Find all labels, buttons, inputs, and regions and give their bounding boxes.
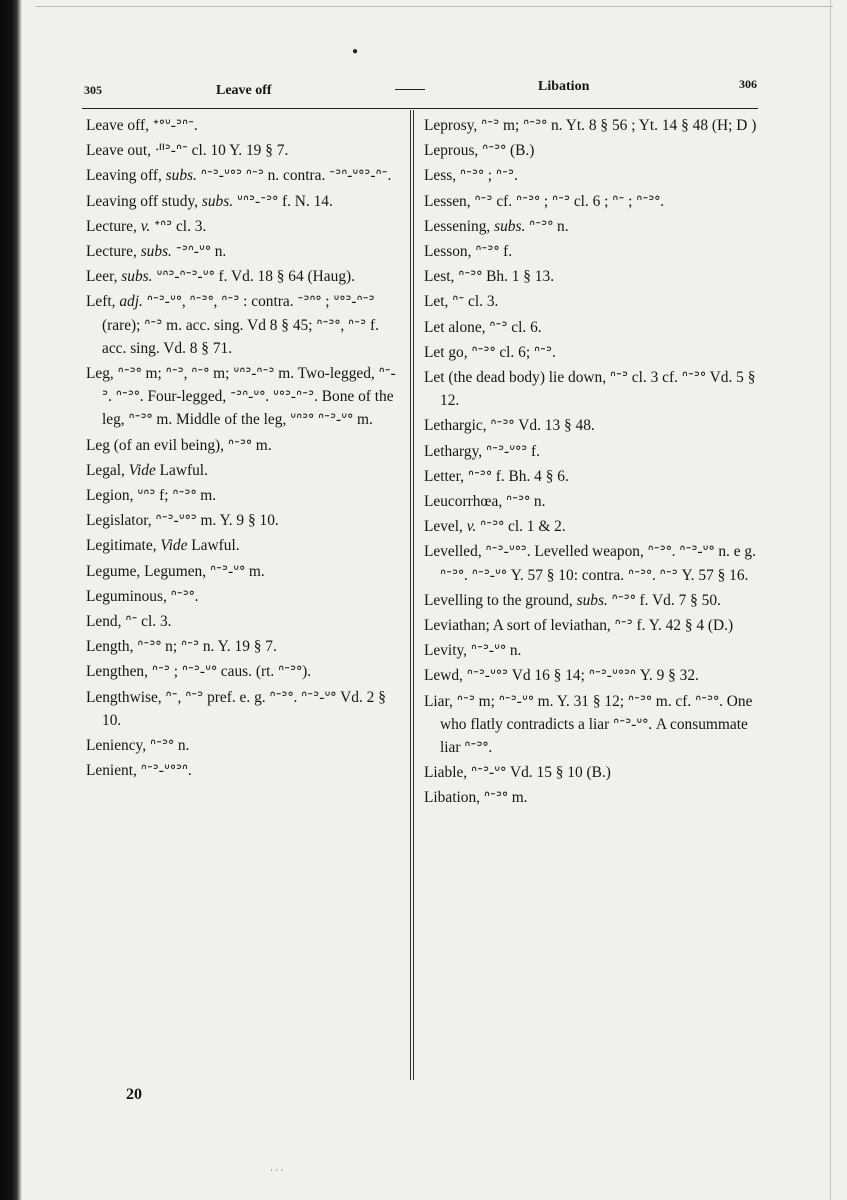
entry-definition: ᐢᐨᐣ-ᐡᐤ, ᐢᐨᐣᐤ, ᐢᐨᐣ : contra. ᐨᐣᐢᐤ ; ᐡᐤᐣ-ᐢᐨᐣ (rare); ᐢᐨᐣ m. acc. sing. Vd 8 § 45; ᐢᐨᐣᐤ, ᐢᐨᐣ f. acc. sing. Vd. 8 § 71. — [102, 293, 379, 357]
dictionary-entry — [86, 759, 402, 782]
dictionary-entry — [424, 440, 758, 463]
entry-headword: Lecture, — [86, 217, 141, 235]
ink-mark: ● — [352, 46, 359, 57]
entry-headword: Leprous, — [424, 142, 483, 160]
entry-headword: Leave off, — [86, 117, 153, 134]
dictionary-entry — [424, 761, 758, 784]
entry-definition: ᐢᐨᐣᐤ n; ᐢᐨᐣ n. Y. 19 § 7. — [137, 638, 277, 656]
entry-headword: Levity, — [424, 642, 471, 660]
dictionary-entry — [424, 139, 758, 162]
dictionary-entry — [86, 164, 402, 187]
entry-definition: ᐢᐨᐣᐤ m. — [227, 436, 272, 454]
entry-headword: Legislator, — [86, 512, 156, 530]
entry-definition: ᐢᐨᐣ cf. ᐢᐨᐣᐤ ; ᐢᐨᐣ cl. 6 ; ᐢᐨ ; ᐢᐨᐣᐤ. — [474, 192, 665, 210]
header-dash — [395, 89, 425, 90]
dictionary-entry — [86, 362, 402, 432]
entry-grammar-label: subs. — [165, 167, 197, 185]
entry-headword: Levelled, — [424, 543, 486, 561]
entry-definition: ᐢᐨᐣᐤ m; ᐢᐨᐣ, ᐢᐨᐤ m; ᐡᐢᐣ-ᐢᐨᐣ m. Two-legged, ᐢᐨ-ᐣ. ᐢᐨᐣᐤ. Four-legged, ᐨᐣᐢ-ᐡᐤ. ᐡᐤᐣ-ᐢᐨᐣ. Bone of the leg, ᐢᐨᐣᐤ m. Middle of the leg, ᐡᐢᐣᐤ ᐢᐨᐣ-ᐡᐤ m. — [102, 365, 396, 429]
entry-definition: ᐢᐨᐣ m; ᐢᐨᐣ-ᐡᐤ m. Y. 31 § 12; ᐢᐨᐣᐤ m. cf. ᐢᐨᐣᐤ. One who flatly contradicts a liar ᐢᐨᐣ-ᐡᐤ. A consummate liar ᐢᐨᐣᐤ. — [440, 692, 753, 757]
dictionary-entry — [424, 190, 758, 213]
dictionary-entry — [86, 459, 402, 482]
dictionary-entry — [424, 515, 758, 538]
dictionary-entry — [424, 589, 758, 612]
entry-headword: Less, — [424, 167, 460, 185]
entry-definition: ᐢᐨᐣᐤ ; ᐢᐨᐣ. — [459, 167, 518, 185]
dictionary-entry — [424, 341, 758, 364]
dictionary-entry — [424, 664, 758, 687]
dictionary-entry — [424, 465, 758, 488]
entry-headword: Leniency, — [86, 737, 150, 755]
running-head-left: Leave off — [216, 83, 272, 98]
dictionary-entry — [86, 434, 402, 457]
entry-definition: ᐢᐨᐣᐤ n. — [506, 493, 546, 511]
entry-headword: Lend, — [86, 613, 126, 631]
dictionary-entry — [424, 215, 758, 238]
entry-definition: ᐢᐨᐣ f. Y. 42 § 4 (D.) — [614, 617, 734, 635]
dictionary-entry — [86, 215, 402, 238]
dictionary-entry — [86, 265, 402, 288]
dictionary-entry — [424, 639, 758, 662]
dictionary-entry — [86, 509, 402, 532]
entry-definition: ᐢᐨᐣᐤ f. Vd. 7 § 50. — [607, 591, 721, 609]
entry-definition: ᐢᐨᐣ ; ᐢᐨᐣ-ᐡᐤ caus. (rt. ᐢᐨᐣᐤ). — [151, 663, 312, 681]
scan-top-edge — [36, 6, 833, 7]
entry-headword: Leucorrhœa, — [424, 493, 507, 511]
entry-headword: Let go, — [424, 343, 472, 361]
dictionary-entry — [86, 734, 402, 757]
entry-headword: Leguminous, — [86, 587, 171, 605]
entry-definition: ᐢᐨᐣᐤ Bh. 1 § 13. — [458, 268, 555, 286]
dictionary-entry — [86, 686, 402, 732]
entry-grammar-label: Vide — [160, 537, 188, 555]
entry-definition: ᐢᐨ, ᐢᐨᐣ pref. e. g. ᐢᐨᐣᐤ. ᐢᐨᐣ-ᐡᐤ Vd. 2 § 10. — [102, 688, 386, 729]
entry-headword: Let (the dead body) lie down, — [424, 369, 610, 387]
entry-definition: ᐢᐨᐣᐤ cl. 6; ᐢᐨᐣ. — [471, 343, 556, 361]
scan-right-edge — [830, 0, 831, 1200]
entry-headword: Liable, — [424, 764, 472, 782]
entry-headword: Leaving off, — [86, 167, 166, 185]
entry-headword: Letter, — [424, 467, 468, 485]
running-head-right: Libation — [538, 79, 590, 94]
entry-grammar-label: subs. — [201, 192, 234, 210]
dictionary-entry — [424, 490, 758, 513]
dictionary-entry — [424, 414, 758, 437]
entry-definition: ᐢᐨᐣᐤ n. — [525, 217, 569, 235]
dictionary-entry — [86, 585, 402, 608]
dictionary-entry — [86, 560, 402, 583]
dictionary-entry — [86, 610, 402, 633]
entry-headword: Legal, — [86, 461, 129, 479]
entry-definition: ᐢᐨᐣᐤ cl. 1 & 2. — [476, 518, 566, 536]
dictionary-entry — [86, 114, 402, 137]
entry-headword: Lesson, — [424, 243, 476, 261]
dictionary-entry — [86, 484, 402, 507]
entry-headword: Legion, — [86, 487, 138, 505]
entry-definition: ᐡᐢᐣ-ᐨᐣᐤ f. N. 14. — [233, 192, 333, 210]
entry-headword: Lecture, — [86, 243, 141, 261]
dictionary-entry — [424, 316, 758, 339]
entry-definition: ᐢᐨᐣᐤ Vd. 13 § 48. — [490, 417, 595, 435]
entry-definition: ᐢᐨᐣ-ᐡᐤᐣ. Levelled weapon, ᐢᐨᐣᐤ. ᐢᐨᐣ-ᐡᐤ n. e g. ᐢᐨᐣᐤ. ᐢᐨᐣ-ᐡᐤ Y. 57 § 10: contra. ᐢᐨᐣᐤ. ᐢᐨᐣ Y. 57 § 16. — [440, 543, 756, 584]
entry-headword: Length, — [86, 638, 138, 656]
entry-headword: Let alone, — [424, 318, 490, 336]
entry-definition: ᐢᐨᐣ-ᐡᐤ Vd. 15 § 10 (B.) — [471, 764, 611, 782]
entry-headword: Level, — [424, 518, 467, 536]
entry-definition: ᐢᐨᐣᐤ f. Bh. 4 § 6. — [467, 467, 569, 485]
entry-definition: ᐡᐢᐣ f; ᐢᐨᐣᐤ m. — [137, 487, 217, 505]
entry-headword: Lengthwise, — [86, 688, 166, 706]
entry-headword: Leg (of an evil being), — [86, 436, 228, 454]
page-number-left: 305 — [84, 83, 102, 97]
entry-grammar-label: subs. — [576, 591, 608, 609]
dictionary-entry — [86, 534, 402, 557]
entry-definition: ᐧᐦᐣ-ᐢᐨ cl. 10 Y. 19 § 7. — [154, 142, 289, 160]
dictionary-entry — [424, 786, 758, 809]
entry-definition: ᐢᐨᐣ-ᐡᐤᐣ f. — [485, 442, 540, 460]
entry-definition: ᐢᐨᐣ-ᐡᐤᐣ m. Y. 9 § 10. — [155, 512, 279, 530]
entry-definition: ᐢᐨᐣ cl. 3 cf. ᐢᐨᐣᐤ Vd. 5 § 12. — [440, 369, 756, 410]
entry-headword: Lessening, — [424, 217, 495, 235]
entry-definition: ᐢᐨᐣᐤ f. — [475, 243, 513, 261]
column-rule — [413, 110, 414, 1080]
dictionary-entry — [86, 660, 402, 683]
dictionary-entry — [424, 265, 758, 288]
signature-mark: 20 — [126, 1086, 142, 1103]
header-rule — [82, 108, 758, 109]
dictionary-entry — [86, 635, 402, 658]
page-number-right: 306 — [739, 77, 757, 91]
entry-headword: Lethargic, — [424, 417, 491, 435]
entry-definition: ᐢᐨᐣ-ᐡᐤᐣ Vd 16 § 14; ᐢᐨᐣ-ᐡᐤᐣᐢ Y. 9 § 32. — [466, 667, 699, 685]
entry-headword: Lewd, — [424, 667, 467, 685]
entry-definition: ᐢᐨᐣ-ᐡᐤ n. — [470, 642, 522, 660]
dictionary-entry — [424, 114, 758, 137]
entry-definition: ᐢᐨᐣᐤ. — [170, 587, 199, 605]
entry-headword: Levelling to the ground, — [424, 591, 577, 609]
entry-headword: Leviathan; A sort of leviathan, — [424, 617, 615, 635]
entry-definition: ᐢᐨᐣ-ᐡᐤᐣ ᐢᐨᐣ n. contra. ᐨᐣᐢ-ᐡᐤᐣ-ᐢᐨ. — [196, 167, 392, 185]
dictionary-entry — [424, 540, 758, 586]
dictionary-entry — [424, 164, 758, 187]
dictionary-entry — [424, 366, 758, 412]
dictionary-entry — [86, 139, 402, 162]
entry-grammar-label: v. — [466, 518, 477, 536]
entry-grammar-label: subs. — [121, 268, 153, 286]
dictionary-entry — [86, 240, 402, 263]
entry-grammar-label: subs. — [140, 243, 172, 261]
entry-headword: Legume, Legumen, — [86, 562, 210, 580]
entry-definition: ᐩᐢᐣ cl. 3. — [150, 217, 207, 235]
entry-definition: Lawful. — [155, 461, 208, 479]
entry-headword: Lessen, — [424, 192, 475, 210]
right-column — [424, 114, 758, 812]
entry-definition: ᐢᐨᐣ-ᐡᐤᐣᐢ. — [140, 762, 192, 780]
entry-definition: ᐢᐨᐣᐤ (B.) — [482, 142, 535, 160]
entry-grammar-label: subs. — [494, 217, 526, 235]
dictionary-entry — [424, 240, 758, 263]
entry-definition: ᐢᐨᐣ-ᐡᐤ m. — [209, 562, 265, 580]
entry-headword: Leaving off study, — [86, 192, 202, 210]
entry-headword: Leg, — [86, 365, 118, 383]
entry-definition: ᐢᐨ cl. 3. — [125, 613, 172, 631]
entry-definition: ᐨᐣᐢ-ᐡᐤ n. — [171, 243, 227, 261]
entry-headword: Lenient, — [86, 762, 141, 780]
entry-headword: Lethargy, — [424, 442, 486, 460]
entry-headword: Legitimate, — [86, 537, 161, 555]
entry-headword: Let, — [424, 293, 453, 311]
entry-grammar-label: adj. — [119, 293, 143, 311]
dictionary-entry — [86, 290, 402, 360]
entry-definition: ᐢᐨᐣ cl. 6. — [489, 318, 542, 336]
entry-headword: Libation, — [424, 789, 484, 807]
scan-binding-edge — [0, 0, 22, 1200]
column-rule — [410, 110, 411, 1080]
entry-headword: Lengthen, — [86, 663, 152, 681]
dictionary-entry — [424, 614, 758, 637]
scan-specks: · · · — [270, 1165, 284, 1175]
entry-headword: Leer, — [86, 268, 122, 286]
dictionary-entry — [424, 290, 758, 313]
dictionary-entry — [424, 690, 758, 760]
left-column — [86, 114, 402, 784]
page-header — [82, 77, 757, 103]
entry-definition: ᐢᐨᐣᐤ m. — [483, 789, 528, 807]
entry-definition: ᐢᐨ cl. 3. — [452, 293, 499, 311]
entry-definition: ᐢᐨᐣ m; ᐢᐨᐣᐤ n. Yt. 8 § 56 ; Yt. 14 § 48 (H; D ) — [481, 117, 757, 134]
entry-grammar-label: v. — [140, 217, 151, 235]
entry-definition: ᐩᐤᐡ-ᐣᐢᐨ. — [152, 117, 198, 134]
entry-headword: Lest, — [424, 268, 459, 286]
entry-definition: ᐡᐢᐣ-ᐢᐨᐣ-ᐡᐤ f. Vd. 18 § 64 (Haug). — [152, 268, 355, 286]
entry-headword: Leprosy, — [424, 117, 482, 134]
dictionary-entry — [86, 190, 402, 213]
entry-headword: Liar, — [424, 692, 457, 710]
entry-definition: ᐢᐨᐣᐤ n. — [149, 737, 190, 755]
entry-definition: Lawful. — [187, 537, 240, 555]
entry-grammar-label: Vide — [128, 461, 156, 479]
entry-headword: Left, — [86, 293, 120, 311]
entry-headword: Leave out, — [86, 142, 155, 160]
